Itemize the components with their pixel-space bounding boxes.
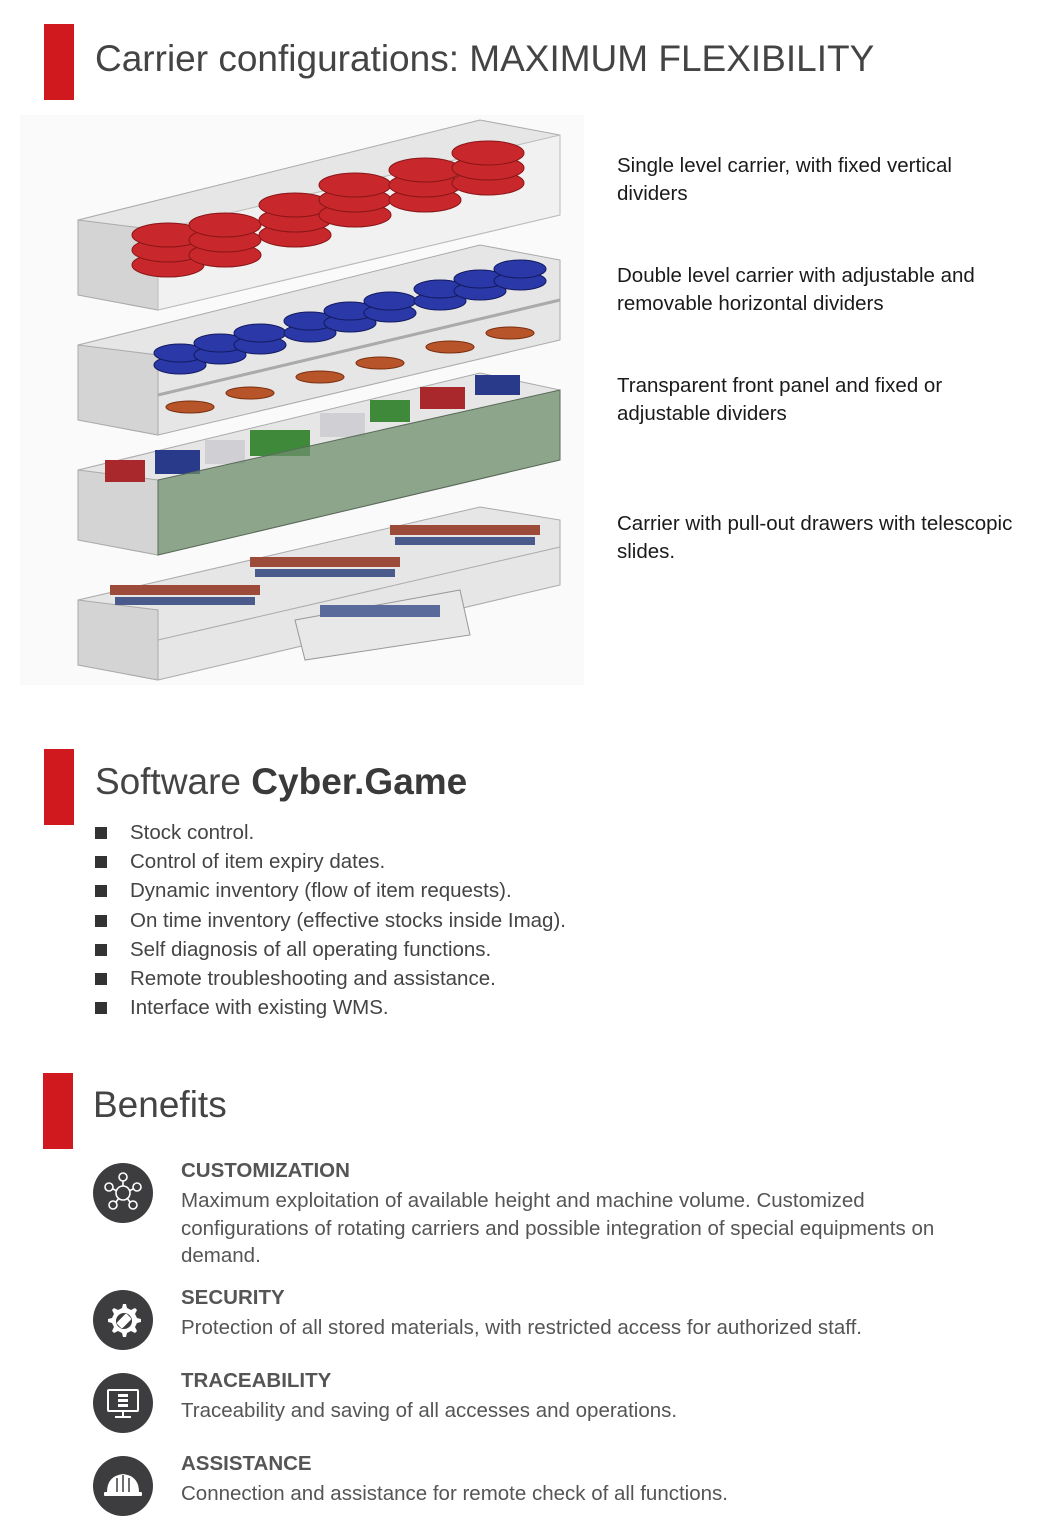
carrier-desc-double-level: Double level carrier with adjustable and removable horizontal dividers: [617, 264, 975, 315]
carrier-desc-single-level: Single level carrier, with fixed vertical dividers: [617, 154, 952, 205]
section-accent-bar: [44, 749, 74, 825]
benefit-title: TRACEABILITY: [181, 1369, 332, 1392]
carrier-configurations-illustration: [20, 115, 584, 685]
bullet-square-icon: [95, 915, 107, 927]
feature-text: Interface with existing WMS.: [130, 996, 389, 1020]
benefit-title: SECURITY: [181, 1286, 285, 1309]
list-item: [95, 964, 566, 993]
software-title-name: Cyber.Game: [251, 761, 468, 802]
feature-text: Dynamic inventory (flow of item requests).: [130, 879, 512, 903]
helmet-icon: [93, 1456, 153, 1516]
carrier-desc-transparent-front: Transparent front panel and fixed or adjustable dividers: [617, 374, 943, 425]
benefit-text: Maximum exploitation of available height and machine volume. Customized configurations of rotating carriers and possible integration of special equipments on demand.: [181, 1189, 935, 1267]
software-title-prefix: Software: [95, 761, 252, 802]
feature-text: Self diagnosis of all operating functions.: [130, 937, 492, 961]
gear-wrench-icon: [93, 1290, 153, 1350]
feature-text: Stock control.: [130, 821, 255, 844]
section-title-carriers: Carrier configurations: MAXIMUM FLEXIBILITY: [95, 38, 875, 79]
bullet-square-icon: [95, 827, 107, 839]
carrier-desc-pull-out-drawers: Carrier with pull-out drawers with telescopic slides.: [617, 512, 1013, 563]
list-item: [95, 876, 566, 905]
bullet-square-icon: [95, 944, 107, 956]
list-item: [95, 935, 566, 964]
benefit-title: CUSTOMIZATION: [181, 1159, 350, 1182]
list-item: [95, 906, 566, 935]
bullet-square-icon: [95, 1002, 107, 1014]
list-item: [95, 847, 566, 876]
section-accent-bar: [43, 1073, 73, 1149]
benefit-text: Traceability and saving of all accesses and operations.: [181, 1399, 678, 1422]
section-title-benefits: Benefits: [93, 1084, 227, 1125]
bullet-square-icon: [95, 856, 107, 868]
list-item: [95, 993, 566, 1022]
bullet-square-icon: [95, 973, 107, 985]
monitor-icon: [93, 1373, 153, 1433]
benefit-title: ASSISTANCE: [181, 1452, 312, 1475]
benefit-text: Connection and assistance for remote check of all functions.: [181, 1482, 728, 1505]
software-feature-list: [95, 818, 566, 1022]
section-title-software: [95, 761, 467, 803]
bullet-square-icon: [95, 885, 107, 897]
feature-text: On time inventory (effective stocks inside Imag).: [130, 908, 566, 932]
section-accent-bar: [44, 24, 74, 100]
list-item: [95, 818, 566, 847]
benefit-text: Protection of all stored materials, with restricted access for authorized staff.: [181, 1316, 862, 1339]
feature-text: Control of item expiry dates.: [130, 850, 386, 874]
customization-icon: [93, 1163, 153, 1223]
feature-text: Remote troubleshooting and assistance.: [130, 966, 496, 990]
